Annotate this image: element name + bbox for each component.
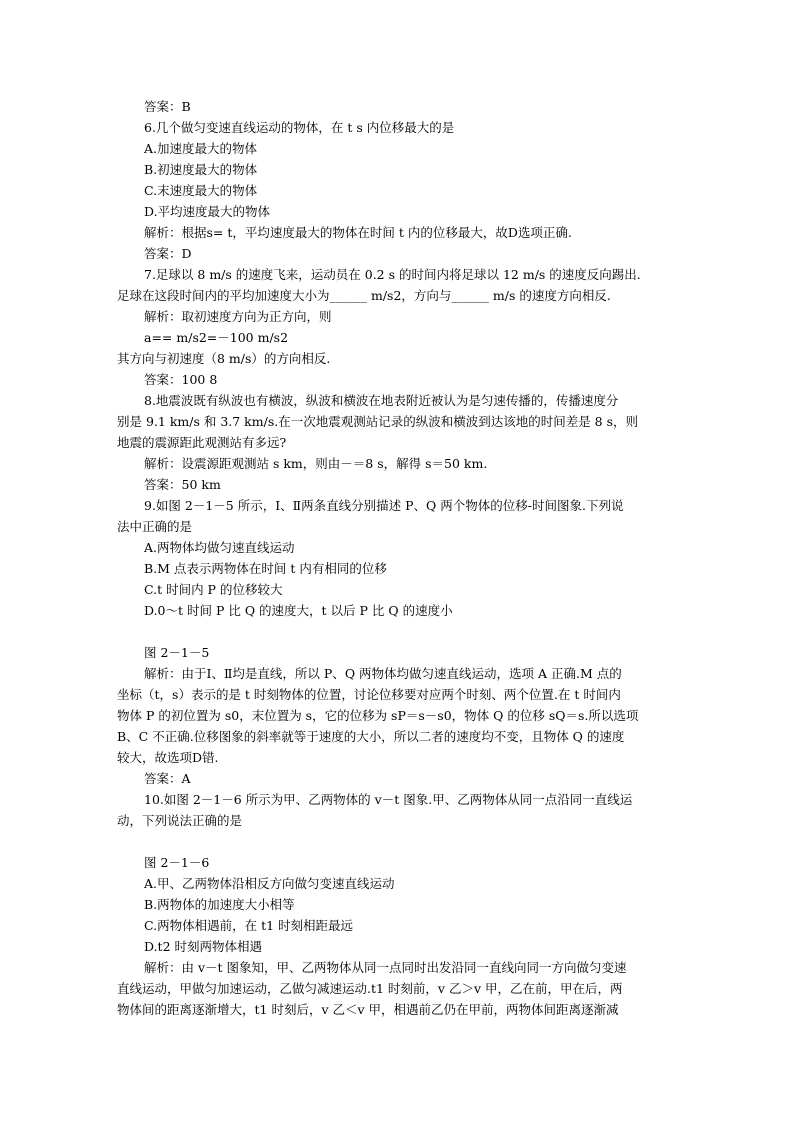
question-6-stem: 6.几个做匀变速直线运动的物体，在 t s 内位移最大的是 <box>144 120 455 135</box>
question-6-option-c: C.末速度最大的物体 <box>144 183 258 198</box>
question-7-analysis: 解析：取初速度方向为正方向，则 <box>144 309 332 324</box>
question-9-analysis-line-2: 坐标（t，s）表示的是 t 时刻物体的位置，讨论位移要对应两个时刻、两个位置.在 t 时间内 <box>117 687 621 702</box>
question-9-analysis-line-4: B、C 不正确.位移图象的斜率就等于速度的大小，所以二者的速度均不变，且物体 Q 的速度 <box>117 729 625 744</box>
question-10-analysis-line-3: 物体间的距离逐渐增大，t1 时刻后，v 乙＜v 甲，相遇前乙仍在甲前，两物体间距离逐渐减 <box>117 1002 619 1017</box>
document-body <box>117 96 680 1020</box>
figure-caption-2-1-5: 图 2－1－5 <box>144 645 210 660</box>
question-10-stem-continued: 动，下列说法正确的是 <box>117 813 243 828</box>
question-6-option-a: A.加速度最大的物体 <box>144 141 258 156</box>
question-9-option-d: D.0～t 时间 P 比 Q 的速度大，t 以后 P 比 Q 的速度小 <box>144 603 453 618</box>
question-10-option-c: C.两物体相遇前，在 t1 时刻相距最远 <box>144 918 354 933</box>
question-9-stem: 9.如图 2－1－5 所示，Ⅰ、Ⅱ两条直线分别描述 P、Q 两个物体的位移-时间图象.下列说 <box>144 498 624 513</box>
question-6-analysis: 解析：根据s= t，平均速度最大的物体在时间 t 内的位移最大，故D选项正确. <box>144 225 572 240</box>
question-8-analysis: 解析：设震源距观测站 s km，则由－＝8 s，解得 s＝50 km. <box>144 456 488 471</box>
question-10-analysis-line-2: 直线运动，甲做匀加速运动，乙做匀减速运动.t1 时刻前，v 乙＞v 甲，乙在前，甲在后，两 <box>117 981 623 996</box>
question-9-answer: 答案：A <box>144 771 191 786</box>
question-6-answer: 答案：D <box>144 246 192 261</box>
question-9-analysis-line-5: 较大，故选项D错. <box>117 750 219 765</box>
question-8-answer: 答案：50 km <box>144 477 221 492</box>
figure-caption-2-1-6: 图 2－1－6 <box>144 855 210 870</box>
question-9-stem-continued: 法中正确的是 <box>117 519 193 534</box>
question-9-analysis-line-3: 物体 P 的初位置为 s0，末位置为 s，它的位移为 sP＝s－s0，物体 Q 的位移 sQ＝s.所以选项 <box>117 708 639 723</box>
question-7-formula: a== m/s2=－100 m/s2 <box>144 330 289 345</box>
question-10-option-b: B.两物体的加速度大小相等 <box>144 897 295 912</box>
question-8-stem-continued: 别是 9.1 km/s 和 3.7 km/s.在一次地震观测站记录的纵波和横波到达该地的时间差是 8 s，则 <box>117 414 639 429</box>
question-8-stem-end: 地震的震源距此观测站有多远? <box>117 435 287 450</box>
question-6-option-b: B.初速度最大的物体 <box>144 162 258 177</box>
question-7-answer: 答案：100 8 <box>144 372 218 387</box>
question-8-stem: 8.地震波既有纵波也有横波，纵波和横波在地表附近被认为是匀速传播的，传播速度分 <box>144 393 619 408</box>
answer-line: 答案：B <box>144 99 191 114</box>
blank-line <box>117 831 680 852</box>
question-9-analysis: 解析：由于Ⅰ、Ⅱ均是直线，所以 P、Q 两物体均做匀速直线运动，选项 A 正确.M 点的 <box>144 666 622 681</box>
blank-line <box>117 621 680 642</box>
question-7-analysis-continued: 其方向与初速度（8 m/s）的方向相反. <box>117 351 331 366</box>
question-10-option-a: A.甲、乙两物体沿相反方向做匀变速直线运动 <box>144 876 395 891</box>
question-7-stem: 7.足球以 8 m/s 的速度飞来，运动员在 0.2 s 的时间内将足球以 12 m/s 的速度反向踢出. <box>144 267 641 282</box>
question-10-stem: 10.如图 2－1－6 所示为甲、乙两物体的 v－t 图象.甲、乙两物体从同一点沿同一直线运 <box>144 792 633 807</box>
question-9-option-c: C.t 时间内 P 的位移较大 <box>144 582 283 597</box>
question-10-option-d: D.t2 时刻两物体相遇 <box>144 939 262 954</box>
question-10-analysis: 解析：由 v－t 图象知，甲、乙两物体从同一点同时出发沿同一直线向同一方向做匀变速 <box>144 960 627 975</box>
question-6-option-d: D.平均速度最大的物体 <box>144 204 271 219</box>
question-7-stem-continued: 足球在这段时间内的平均加速度大小为______ m/s2，方向与______ m/s 的速度方向相反. <box>117 288 611 303</box>
question-9-option-b: B.M 点表示两物体在时间 t 内有相同的位移 <box>144 561 387 576</box>
question-9-option-a: A.两物体均做匀速直线运动 <box>144 540 295 555</box>
